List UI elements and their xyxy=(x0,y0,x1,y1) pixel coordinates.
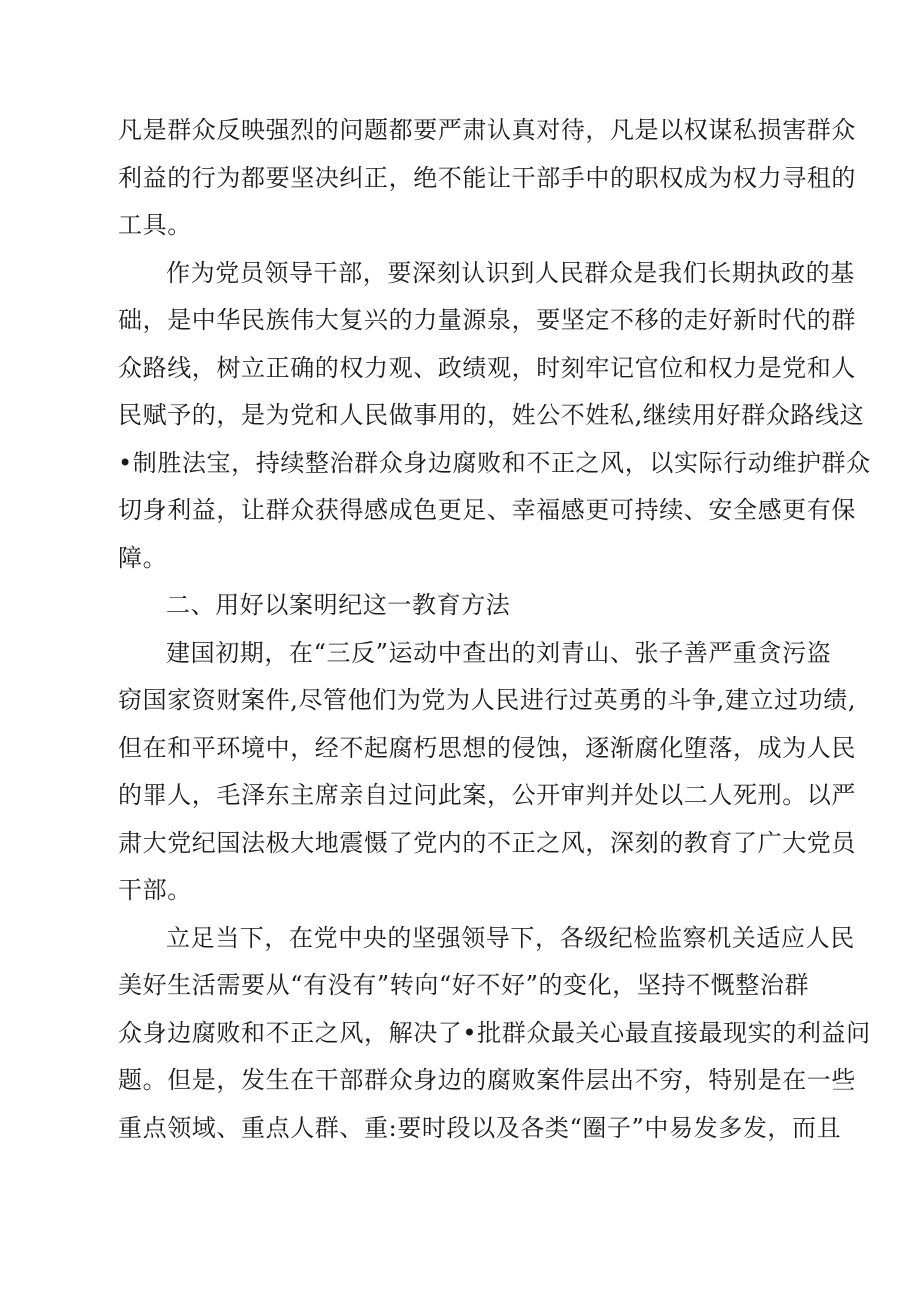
paragraph-4 xyxy=(118,915,871,1153)
paragraph-1 xyxy=(118,107,856,250)
text-line: 但在和平环境中，经不起腐朽思想的侵蚀，逐渐腐化堕落，成为人民 xyxy=(118,733,856,762)
text-line: 利益的行为都要坚决纠正，绝不能让干部手中的职权成为权力寻租的 xyxy=(118,163,856,192)
section-heading xyxy=(118,582,798,630)
paragraph-3 xyxy=(118,630,857,915)
paragraph-2 xyxy=(118,250,871,583)
text-line: 民赋予的，是为党和人民做事用的，姓公不姓私,继续用好群众路线这 xyxy=(118,401,865,429)
text-line: 众身边腐败和不正之风，解决了•批群众最关心最直接最现实的利益问 xyxy=(118,1018,871,1047)
document-body xyxy=(118,107,871,1152)
text-line: 建国初期，在“三反”运动中查出的刘青山、张子善严重贪污盗 xyxy=(166,638,832,667)
text-line: 窃国家资财案件,尽管他们为党为人民进行过英勇的斗争,建立过功绩, xyxy=(118,686,857,714)
text-line: 二、用好以案明纪这一教育方法 xyxy=(166,591,511,619)
text-line: 立足当下，在党中央的坚强领导下，各级纪检监察机关适应人民 xyxy=(166,923,855,952)
text-line: 工具。 xyxy=(118,211,192,239)
text-line: 题。但是，发生在干部群众身边的腐败案件层出不穷，特别是在一些 xyxy=(118,1066,856,1094)
text-line: 干部。 xyxy=(118,876,192,904)
text-line: 础，是中华民族伟大复兴的力量源泉，要坚定不移的走好新时代的群 xyxy=(118,306,856,334)
text-line: 作为党员领导干部，要深刻认识到人民群众是我们长期执政的基 xyxy=(166,258,855,287)
text-line: 凡是群众反映强烈的问题都要严肃认真对待，凡是以权谋私损害群众 xyxy=(118,116,856,144)
text-line: 众路线，树立正确的权力观、政绩观，时刻牢记官位和权力是党和人 xyxy=(118,353,856,382)
text-line: 切身利益，让群众获得感成色更足、幸福感更可持续、安全感更有保 xyxy=(118,496,856,524)
text-line: 的罪人，毛泽东主席亲自过问此案，公开审判并处以二人死刑。以严 xyxy=(118,781,856,809)
text-line: 美好生活需要从“有没有”转向“好不好”的变化，坚持不慨整治群 xyxy=(118,971,810,999)
text-line: 肃大党纪国法极大地震慑了党内的不正之风，深刻的教育了广大党员 xyxy=(118,828,856,857)
text-line: 重点领域、重点人群、重:要时段以及各类“圈子”中易发多发，而且 xyxy=(118,1113,842,1142)
text-line: 障。 xyxy=(118,543,168,572)
text-line: •制胜法宝，持续整治群众身边腐败和不正之风，以实际行动维护群众 xyxy=(118,448,871,477)
